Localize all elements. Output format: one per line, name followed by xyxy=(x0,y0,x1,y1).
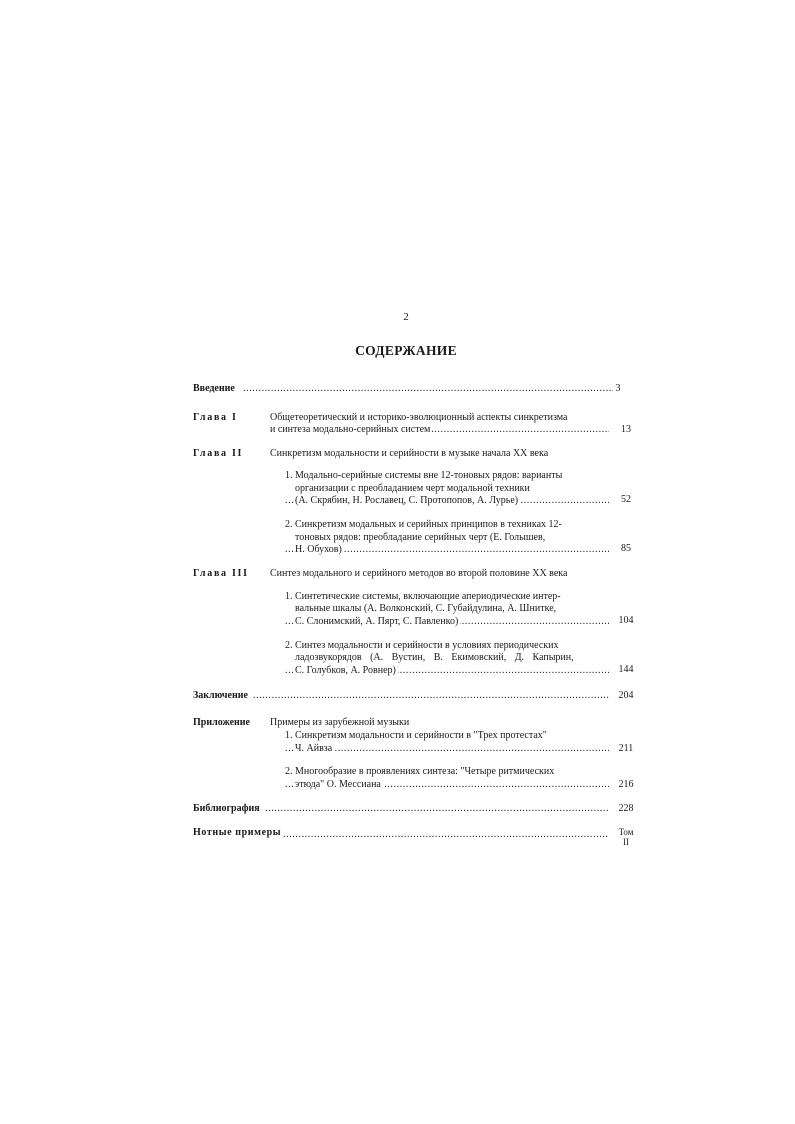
toc-subentry-chapter-3-1 xyxy=(193,591,641,629)
chapter-1-title-line-1: Общетеоретический и историко-эволюционный аспекты синкретизма xyxy=(270,411,568,423)
toc-title: СОДЕРЖАНИЕ xyxy=(355,343,457,358)
chapter-3-sec-1-line-3: С. Слонимский, А. Пярт, С. Павленко) xyxy=(295,615,459,627)
chapter-2-sec-1-line-3: (А. Скрябин, Н. Рославец, С. Протопопов, А. Лурье) xyxy=(295,495,519,507)
toc-subentry-appendix-2 xyxy=(193,766,641,791)
chapter-3-sec-1-line-2: вальные шкалы (А. Волконский, С. Губайдулина, А. Шнитке, xyxy=(295,603,557,615)
volume-number: II xyxy=(623,836,629,847)
chapter-2-sec-2-line-2: тоновых рядов: преобладание серийных черт (Е. Голышев, xyxy=(295,531,546,543)
toc-page-chapter-2-2: 85 xyxy=(621,543,631,555)
toc-entry-appendix xyxy=(193,717,641,730)
toc-page-chapter-3-2: 144 xyxy=(618,663,634,675)
chapter-3-sec-2-line-3: С. Голубков, А. Ровнер) xyxy=(295,664,396,676)
toc-subentry-appendix-1 xyxy=(193,730,641,755)
leader-dots xyxy=(283,829,609,842)
appendix-sec-2-line-1: 2. Многообразие в проявлениях синтеза: "Четыре ритмических xyxy=(285,765,555,777)
chapter-2-sec-2-line-1: 2. Синкретизм модальных и серийных принципов в техниках 12- xyxy=(285,519,562,531)
toc-page-intro: 3 xyxy=(615,383,621,394)
chapter-2-sec-2-line-3: Н. Обухов) xyxy=(295,544,342,556)
toc-entry-chapter-3 xyxy=(193,568,641,581)
chapter-3-title: Синтез модального и серийного методов во второй половине XX века xyxy=(270,568,568,580)
toc-entry-chapter-1 xyxy=(193,412,641,437)
toc-page-bibliography: 228 xyxy=(618,802,634,814)
toc-page-appendix-1: 211 xyxy=(618,742,634,754)
leader-dots xyxy=(253,690,609,703)
toc-page-music-examples xyxy=(611,827,641,847)
toc-entry-conclusion xyxy=(193,690,641,703)
toc-entry-intro xyxy=(193,383,641,396)
toc-label-chapter-2: Глава II xyxy=(193,447,244,459)
toc-subentry-chapter-3-2 xyxy=(193,640,641,678)
toc-entry-bibliography xyxy=(193,803,641,816)
toc-page-appendix-2: 216 xyxy=(618,778,634,790)
chapter-3-sec-2-line-1: 2. Синтез модальности и серийности в условиях периодических xyxy=(285,639,559,651)
toc-label-chapter-1: Глава I xyxy=(193,411,238,423)
toc-entry-music-examples xyxy=(193,827,641,849)
chapter-3-sec-2-line-2: ладозвукорядов (А. Вустин, В. Екимовский, Д. Капырин, xyxy=(295,652,574,664)
toc-label-music-examples: Нотные примеры xyxy=(193,826,282,838)
appendix-sec-1-line-2: Ч. Айвза xyxy=(295,742,333,754)
toc-entry-chapter-2 xyxy=(193,448,641,461)
toc-label-bibliography: Библиография xyxy=(193,802,260,814)
volume-label: Том xyxy=(618,826,634,837)
chapter-3-sec-1-line-1: 1. Синтетические системы, включающие апериодические интер- xyxy=(285,590,561,602)
toc-subentry-chapter-2-2 xyxy=(193,519,641,557)
leader-dots xyxy=(265,803,609,816)
table-of-contents xyxy=(193,383,641,849)
page-number: 2 xyxy=(403,311,409,323)
toc-label-appendix: Приложение xyxy=(193,717,250,729)
toc-label-chapter-3: Глава III xyxy=(193,568,249,580)
toc-page-chapter-2-1: 52 xyxy=(621,494,631,506)
appendix-sec-2-line-2: этюда" О. Мессиана xyxy=(295,778,381,790)
toc-subentry-chapter-2-1 xyxy=(193,470,641,508)
appendix-title: Примеры из зарубежной музыки xyxy=(270,717,410,729)
chapter-2-sec-1-line-1: 1. Модально-серийные системы вне 12-тоновых рядов: варианты xyxy=(285,470,563,482)
chapter-2-title: Синкретизм модальности и серийности в музыке начала XX века xyxy=(270,447,549,459)
toc-page-conclusion: 204 xyxy=(618,689,634,701)
toc-page-chapter-3-1: 104 xyxy=(618,614,634,626)
leader-dots xyxy=(243,383,613,396)
toc-label-intro: Введение xyxy=(193,383,235,394)
chapter-2-sec-1-line-2: организации с преобладанием черт модальной техники xyxy=(295,482,530,494)
appendix-sec-1-line-1: 1. Синкретизм модальности и серийности в "Трех протестах" xyxy=(285,729,547,741)
toc-label-conclusion: Заключение xyxy=(193,689,248,701)
toc-page-chapter-1: 13 xyxy=(621,424,631,436)
chapter-1-title-line-2: и синтеза модально-серийных систем xyxy=(270,424,431,436)
